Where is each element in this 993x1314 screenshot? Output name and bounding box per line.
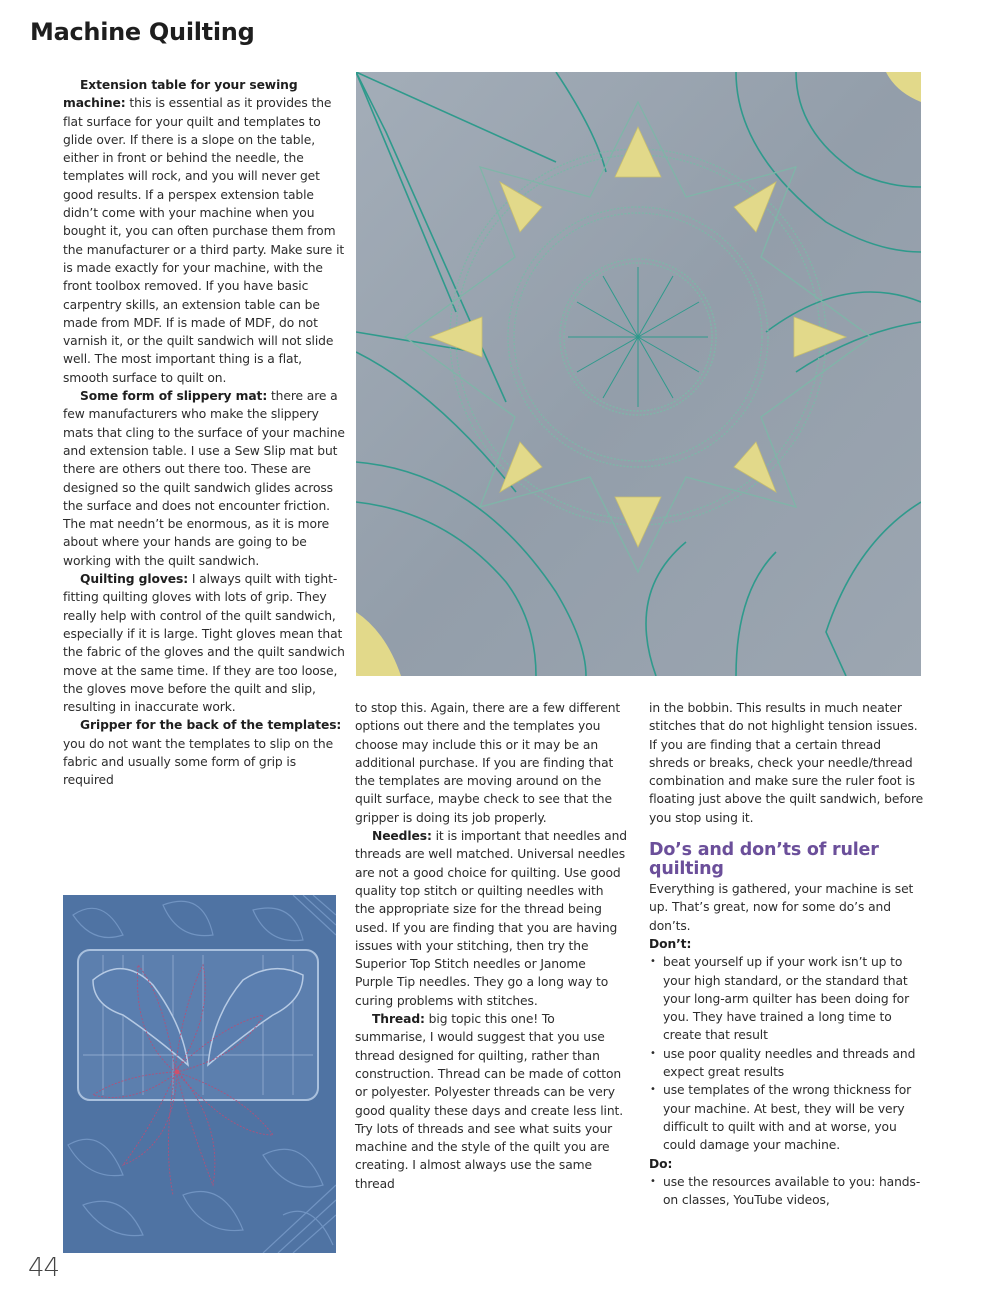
flower-center-mark bbox=[175, 1070, 180, 1075]
text-column-3 bbox=[649, 699, 924, 1209]
page-title: Machine Quilting bbox=[30, 18, 255, 46]
term-slippery-mat: Some form of slippery mat: bbox=[80, 389, 268, 404]
dont-item: • beat yourself up if your work isn’t up to your high standard, or the standard that your long-arm quilter has been doing for you. They have trained a long time to create that result bbox=[649, 953, 924, 1044]
do-item: • use the resources available to you: hands-on classes, YouTube videos, bbox=[649, 1173, 924, 1210]
dont-label: Don’t: bbox=[649, 936, 692, 951]
section-intro: Everything is gathered, your machine is set up. That’s great, now for some do’s and don’ts. bbox=[649, 882, 914, 933]
section-heading-dos-donts: Do’s and don’ts of ruler quilting bbox=[649, 840, 879, 880]
paragraph-quilting-gloves bbox=[63, 570, 345, 716]
ruler-template-illustration bbox=[63, 895, 336, 1253]
term-quilting-gloves: Quilting gloves: bbox=[80, 572, 189, 587]
paragraph-text: you do not want the templates to slip on the fabric and usually some form of grip is required bbox=[63, 736, 334, 788]
paragraph-extension-table bbox=[63, 76, 345, 387]
term-needles: Needles: bbox=[372, 829, 432, 844]
dont-item: • use poor quality needles and threads and expect great results bbox=[649, 1045, 924, 1082]
quilt-medallion-illustration bbox=[356, 72, 921, 676]
dont-item: • use templates of the wrong thickness for your machine. At best, they will be very difficult to quilt with and at worse, you could damage your machine. bbox=[649, 1081, 924, 1154]
paragraph-gripper-cont: to stop this. Again, there are a few different options out there and the templates you choose may include this or it may be an additional purchase. If you are finding that the templates are moving around on the quilt surface, maybe check to see that the gripper is doing its job properly. bbox=[355, 701, 621, 825]
term-extension-table: Extension table for your sewing machine: bbox=[63, 78, 298, 111]
paragraph-text: I always quilt with tight-fitting quilting gloves with lots of grip. They really help with control of the quilt sandwich, especially if it is large. Tight gloves mean that the fabric of the gloves and the quilt sandwich move at the same time. If they are too loose, the gloves move before the quilt and slip, resulting in inaccurate work. bbox=[63, 572, 345, 715]
paragraph-slippery-mat bbox=[63, 387, 345, 570]
paragraph-gripper bbox=[63, 716, 345, 789]
paragraph-thread-cont: in the bobbin. This results in much neater stitches that do not highlight tension issues. If you are finding that a certain thread shreds or breaks, check your needle/thread combination and make sure the ruler foot is floating just above the quilt sandwich, before you stop using it. bbox=[649, 701, 924, 825]
paragraph-text: this is essential as it provides the flat surface for your quilt and templates to glide over. If there is a slope on the table, either in front or behind the needle, the templates will rock, and you will never get good results. If a perspex extension table didn’t come with your machine when you bought it, you can often purchase them from the manufacturer or a third party. Make sure it is made exactly for your machine, with the front toolbox removed. If you have basic carpentry skills, an extension table can be made from MDF. If is made of MDF, do not varnish it, or the quilt sandwich will not slide well. The most important thing is a flat, smooth surface to quilt on. bbox=[63, 96, 345, 385]
paragraph-thread bbox=[355, 1010, 627, 1193]
dont-list bbox=[649, 953, 924, 1154]
paragraph-text: it is important that needles and threads are well matched. Universal needles are not a good choice for quilting. Use good quality top stitch or quilting needles with the appropriate size for the thread being used. If you are finding that you are having issues with your stitching, then try the Superior Top Stitch needles or Janome Purple Tip needles. They go a long way to curing problems with stitches. bbox=[355, 829, 627, 1008]
paragraph-needles bbox=[355, 827, 627, 1010]
text-column-1 bbox=[63, 76, 345, 790]
term-thread: Thread: bbox=[372, 1012, 425, 1027]
ruler-template-photo bbox=[63, 895, 336, 1253]
quilt-medallion-photo bbox=[356, 72, 921, 676]
paragraph-text: there are a few manufacturers who make the slippery mats that cling to the surface of your machine and extension table. I use a Sew Slip mat but there are others out there too. These are designed so the quilt sandwich glides across the surface and does not encounter friction. The mat needn’t be enormous, as it is more about where your hands are going to be working with the quilt sandwich. bbox=[63, 389, 345, 568]
do-list bbox=[649, 1173, 924, 1210]
page-number: 44 bbox=[28, 1253, 60, 1283]
text-column-2 bbox=[355, 699, 627, 1193]
paragraph-text: big topic this one! To summarise, I would suggest that you use thread designed for quilting, rather than construction. Thread can be made of cotton or polyester. Polyester threads can be very good quality these days and create less lint. Try lots of threads and see what suits your machine and the style of the quilt you are creating. I almost always use the same thread bbox=[355, 1012, 624, 1191]
do-label: Do: bbox=[649, 1156, 673, 1171]
term-gripper: Gripper for the back of the templates: bbox=[80, 718, 342, 733]
